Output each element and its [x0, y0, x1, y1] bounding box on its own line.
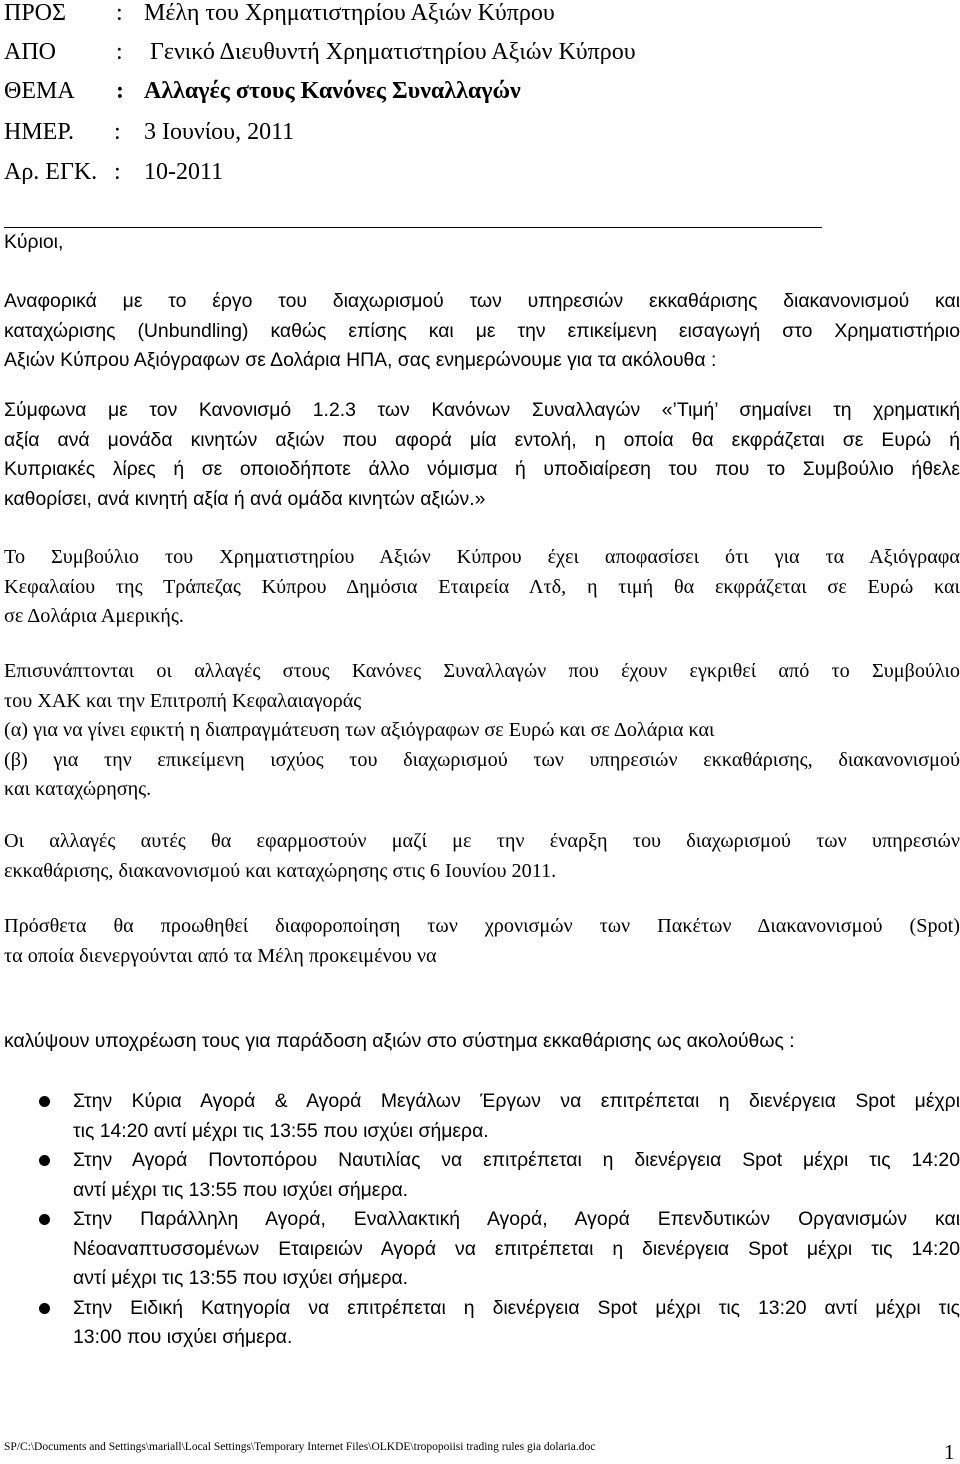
- memo-to-label: ΠΡΟΣ: [4, 0, 66, 26]
- bullet-dot-icon: [39, 1214, 50, 1225]
- board-line: Κεφαλαίου της Τράπεζας Κύπρου Δημόσια Εταιρεία Λτδ, η τιμή θα εκφράζεται σε Ευρώ και: [4, 575, 960, 598]
- attached-paragraph: [4, 657, 960, 805]
- spot-timing-list: [4, 1087, 960, 1353]
- list-item-line: τις 14:20 αντί μέχρι τις 13:55 που ισχύει σήμερα.: [73, 1119, 489, 1142]
- memo-from-colon: :: [116, 39, 123, 65]
- memo-to-colon: :: [116, 0, 123, 26]
- attached-line: (β) για την επικείμενη ισχύος του διαχωρισμού των υπηρεσιών εκκαθάρισης, διακανονισμού: [4, 748, 960, 771]
- spot-line: τα οποία διενεργούνται από τα Μέλη προκειμένου να: [4, 944, 437, 967]
- attached-line: του ΧΑΚ και την Επιτροπή Κεφαλαιαγοράς: [4, 689, 362, 712]
- list-item-line: Νέοαναπτυσσομένων Εταιρειών Αγορά να επιτρέπεται η διενέργεια Spot μέχρι τις 14:20: [73, 1237, 960, 1260]
- intro-line: Αξιών Κύπρου Αξιόγραφων σε Δολάρια ΗΠΑ, σας ενημερώνουμε για τα ακόλουθα :: [4, 349, 717, 371]
- board-line: σε Δολάρια Αμερικής.: [4, 605, 184, 627]
- page-number: 1: [944, 1440, 955, 1464]
- list-item-line: Στην Παράλληλη Αγορά, Εναλλακτική Αγορά, Αγορά Επενδυτικών Οργανισμών και: [73, 1208, 960, 1230]
- obligation-line: καλύψουν υποχρέωση τους για παράδοση αξιών στο σύστημα εκκαθάρισης ως ακολούθως :: [4, 1030, 795, 1052]
- memo-from-row: [4, 35, 636, 69]
- list-item: [4, 1205, 960, 1294]
- salutation: Κύριοι,: [4, 231, 64, 253]
- spot-line: Πρόσθετα θα προωθηθεί διαφοροποίηση των χρονισμών των Πακέτων Διακανονισμού (Spot): [4, 915, 960, 937]
- bullet-dot-icon: [39, 1096, 50, 1107]
- obligation-paragraph: [4, 1027, 960, 1057]
- memo-subject-row: [4, 74, 521, 108]
- rule-line: αξία ανά μονάδα κινητών αξιών που αφορά μία εντολή, η οποία θα εκφράζεται σε Ευρώ ή: [4, 428, 960, 451]
- memo-date-colon: :: [114, 119, 121, 145]
- list-item-line: Στην Κύρια Αγορά & Αγορά Μεγάλων Έργων να επιτρέπεται η διενέργεια Spot μέχρι: [73, 1090, 960, 1112]
- list-item-line: Στην Αγορά Ποντοπόρου Ναυτιλίας να επιτρέπεται η διενέργεια Spot μέχρι τις 14:20: [73, 1149, 960, 1171]
- memo-ref-colon: :: [114, 159, 121, 185]
- memo-date-label: ΗΜΕΡ.: [4, 119, 75, 145]
- footer-file-path: SP/C:\Documents and Settings\mariall\Local Settings\Temporary Internet Files\OLKDE\tropopoiisi trading rules gia dolaria.doc: [4, 1441, 596, 1453]
- memo-subject-label: ΘΕΜΑ: [4, 78, 75, 104]
- memo-ref-label: Αρ. ΕΓΚ.: [4, 159, 98, 185]
- list-item: [4, 1294, 960, 1353]
- bullet-dot-icon: [39, 1303, 50, 1314]
- memo-ref-value: 10-2011: [144, 159, 224, 185]
- memo-ref-row: [4, 155, 223, 189]
- list-item-line: Στην Ειδική Κατηγορία να επιτρέπεται η διενέργεια Spot μέχρι τις 13:20 αντί μέχρι τις: [73, 1296, 960, 1319]
- effective-line: εκκαθάρισης, διακανονισμού και καταχώρησης στις 6 Ιουνίου 2011.: [4, 859, 557, 882]
- memo-date-value: 3 Ιουνίου, 2011: [144, 119, 295, 145]
- rule-paragraph: [4, 396, 960, 514]
- rule-line: καθορίσει, ανά κινητή αξία ή ανά ομάδα κινητών αξιών.»: [4, 487, 486, 510]
- board-paragraph: [4, 543, 960, 632]
- memo-subject-value: Αλλαγές στους Κανόνες Συναλλαγών: [144, 78, 521, 104]
- rule-line: Σύμφωνα με τον Κανονισμό 1.2.3 των Κανόνων Συναλλαγών «’Τιμή’ σημαίνει τη χρηματική: [4, 399, 960, 421]
- memo-from-value: Γενικό Διευθυντή Χρηματιστηρίου Αξιών Κύπρου: [150, 39, 636, 65]
- effective-paragraph: [4, 827, 960, 886]
- rule-line: Κυπριακές λίρες ή σε οποιοδήποτε άλλο νόμισμα ή υποδιαίρεση του που το Συμβούλιο ήθελε: [4, 458, 960, 480]
- attached-line: (α) για να γίνει εφικτή η διαπραγμάτευση των αξιόγραφων σε Ευρώ και σε Δολάρια και: [4, 719, 715, 741]
- effective-line: Οι αλλαγές αυτές θα εφαρμοστούν μαζί με την έναρξη του διαχωρισμού των υπηρεσιών: [4, 830, 960, 852]
- intro-paragraph: [4, 287, 960, 376]
- memo-subject-colon: :: [116, 78, 124, 104]
- intro-line: καταχώρισης (Unbundling) καθώς επίσης και με την επικείμενη εισαγωγή στο Χρηματιστήριο: [4, 319, 960, 342]
- memo-to-value: Μέλη του Χρηματιστηρίου Αξιών Κύπρου: [144, 0, 555, 26]
- spot-paragraph: [4, 912, 960, 971]
- attached-line: Επισυνάπτονται οι αλλαγές στους Κανόνες Συναλλαγών που έχουν εγκριθεί από το Συμβούλιο: [4, 660, 960, 682]
- board-line: Το Συμβούλιο του Χρηματιστηρίου Αξιών Κύπρου έχει αποφασίσει ότι για τα Αξιόγραφα: [4, 546, 960, 568]
- list-item: [4, 1087, 960, 1146]
- list-item: [4, 1146, 960, 1205]
- list-item-line: 13:00 που ισχύει σήμερα.: [73, 1326, 293, 1348]
- memo-from-label: ΑΠΟ: [4, 39, 56, 65]
- memo-date-row: [4, 115, 294, 149]
- attached-line: και καταχώρησης.: [4, 778, 152, 800]
- memo-to-row: [4, 0, 555, 30]
- intro-line: Αναφορικά με το έργο του διαχωρισμού των υπηρεσιών εκκαθάρισης διακανονισμού και: [4, 290, 960, 312]
- list-item-line: αντί μέχρι τις 13:55 που ισχύει σήμερα.: [73, 1178, 409, 1201]
- list-item-line: αντί μέχρι τις 13:55 που ισχύει σήμερα.: [73, 1267, 409, 1289]
- bullet-dot-icon: [39, 1155, 50, 1166]
